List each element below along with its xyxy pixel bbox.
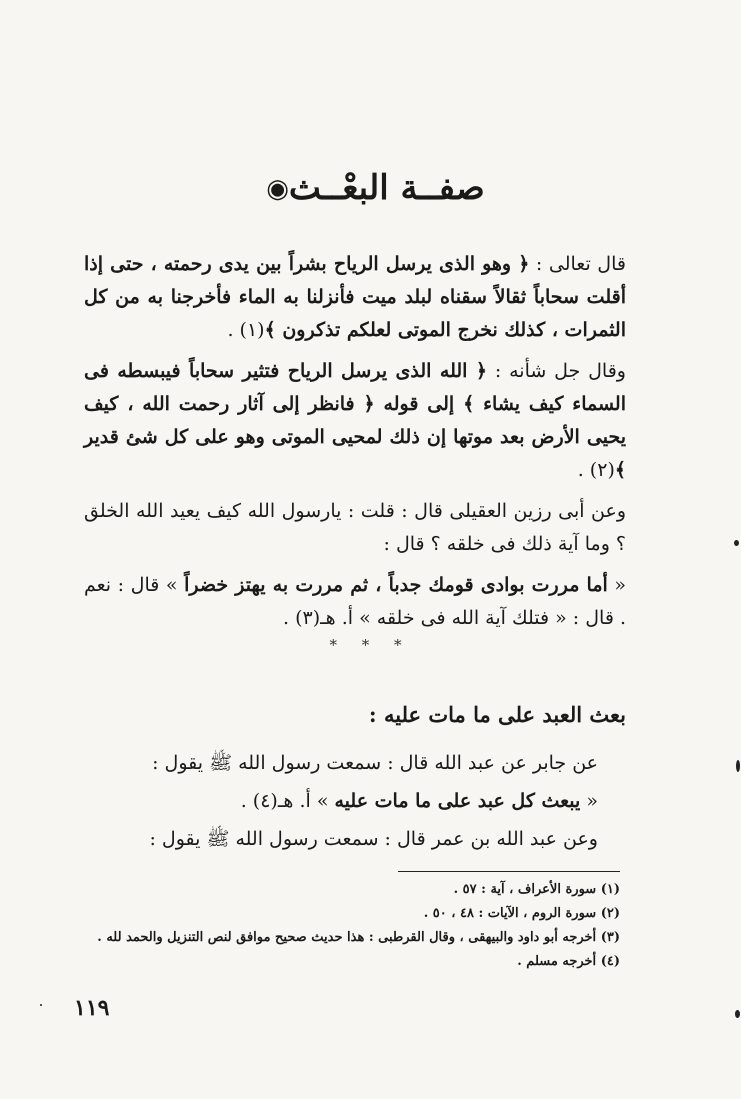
- footnote: (١) سورة الأعراف ، آية : ٥٧ .: [453, 882, 620, 897]
- scan-speck: [734, 540, 739, 546]
- quran-quote: ﴿ الله الذى يرسل الرياح فتثير سحاباً فيبسطه فى السماء كيف يشاء ﴾ إلى قوله ﴿ فانظر إلى آثار رحمت الله ، كيف يحيى الأرض بعد موتها إن ذلك لمحيى الموتى وهو على كل شئ قدير ﴾: [84, 360, 626, 481]
- paragraph: [84, 248, 626, 347]
- hadith-quote: يبعث كل عبد على ما مات عليه: [334, 790, 581, 812]
- title-text: صفــة البعْــث: [288, 168, 485, 208]
- footnote-ref: (٢) .: [577, 459, 615, 481]
- section-line: [84, 744, 598, 782]
- paragraph: [84, 569, 626, 635]
- scan-speck: [736, 760, 740, 772]
- hadith-quote: أما مررت بوادى قومك جدباً ، ثم مررت به يهتز خضراً: [184, 574, 608, 596]
- paragraph-intro: وقال جل شأنه :: [487, 360, 626, 382]
- paragraph-intro: قال تعالى :: [529, 253, 626, 275]
- quote-open: «: [607, 574, 626, 596]
- scan-speck: [40, 1004, 42, 1006]
- paragraph-text: وعن أبى رزين العقيلى قال : قلت : يارسول الله كيف يعيد الله الخلق ؟ وما آية ذلك فى خلقه ؟ قال :: [84, 500, 626, 555]
- section-heading: بعث العبد على ما مات عليه :: [368, 702, 626, 727]
- footnote: (٢) سورة الروم ، الآيات : ٤٨ ، ٥٠ .: [423, 906, 620, 921]
- line-text: عن جابر عن عبد الله قال : سمعت رسول الله ﷺ يقول :: [152, 752, 598, 774]
- footnote: (٤) أخرجه مسلم .: [517, 954, 620, 969]
- footnotes: [84, 878, 620, 974]
- section-line: [84, 820, 598, 858]
- main-text: [84, 248, 626, 643]
- footnote-divider: [398, 871, 620, 872]
- paragraph-tail: » قال : نعم . قال : « فتلك آية الله فى خلقه » أ. هـ(٣) .: [84, 574, 626, 629]
- line-text: وعن عبد الله بن عمر قال : سمعت رسول الله ﷺ يقول :: [149, 828, 598, 850]
- quran-quote: ﴿ وهو الذى يرسل الرياح بشراً بين يدى رحمته ، حتى إذا أقلت سحاباً ثقالاً سقناه لبلد ميت فأنزلنا به الماء فأخرجنا به من كل الثمرات ، كذلك نخرج الموتى لعلكم تذكرون ﴾: [84, 253, 626, 341]
- page-number: ١١٩: [74, 995, 110, 1021]
- quote-open: «: [580, 790, 598, 812]
- paragraph: [84, 355, 626, 487]
- section-separator: * * *: [329, 636, 412, 654]
- paragraph: [84, 495, 626, 561]
- footnote-ref: (١) .: [227, 319, 265, 341]
- section-line: [84, 782, 598, 820]
- bullseye-icon: ◉: [266, 174, 289, 204]
- footnote: (٣) أخرجه أبو داود والبيهقى ، وقال القرطبى : هذا حديث صحيح موافق لنص التنزيل والحمد لله .: [97, 930, 620, 945]
- page-title: [0, 168, 741, 208]
- line-tail: » أ. هـ(٤) .: [240, 790, 335, 812]
- section-body: [84, 744, 598, 858]
- scan-speck: [735, 1010, 740, 1018]
